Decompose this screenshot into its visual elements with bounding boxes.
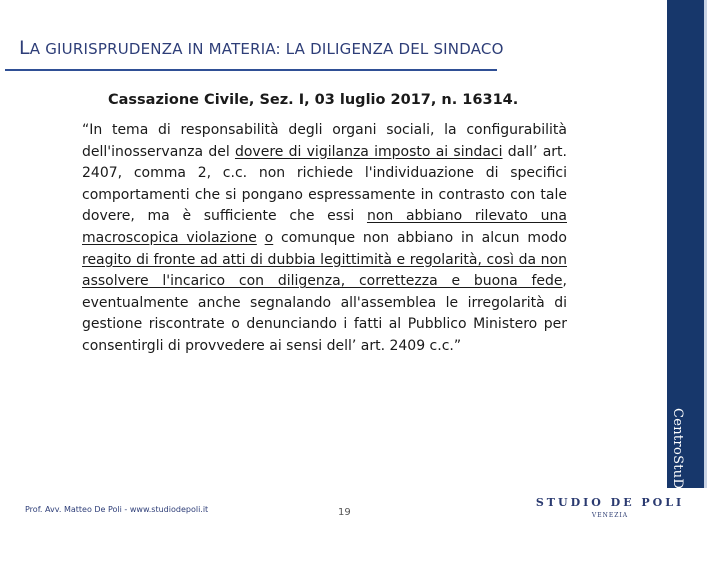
quote-text: comunque non abbiano in alcun modo: [273, 229, 567, 246]
citation-heading: Cassazione Civile, Sez. I, 03 luglio 2017, n. 16314.: [108, 92, 519, 108]
slide-title-rest: A GIURISPRUDENZA IN MATERIA: LA DILIGENZA DEL SINDACO: [29, 40, 504, 58]
studio-logo: [530, 496, 690, 524]
quote-underlined: non abbiano rilevato una macroscopica violazione: [82, 208, 567, 246]
slide-title: [19, 37, 504, 59]
title-underline: [5, 69, 497, 71]
sidebar-edge: [704, 0, 707, 488]
logo-main-text: STUDIO DE POLI: [535, 496, 685, 509]
page-number: 19: [338, 507, 351, 518]
quote-underlined: reagito di fronte ad atti di dubbia legittimità e regolarità, così da non assolvere l'incarico con diligenza, correttezza e buona fede: [82, 251, 567, 290]
quote-text: [257, 230, 265, 246]
sidebar-vertical-text: CentroStuDirittoImpresa: [670, 408, 685, 580]
quote-text: “In tema di responsabilità degli organi sociali, la configurabilità dell'inosservanza del: [82, 122, 567, 160]
quote-text: , eventualmente anche segnalando all'assemblea le irregolarità di gestione riscontrate o denunciando i fatti al Pubblico Ministero per consentirgli di provvedere ai sensi dell’ art. 2409 c.c.”: [82, 273, 567, 354]
quote-underlined: o: [264, 229, 274, 246]
quote-body: [82, 120, 567, 358]
quote-underlined: dovere di vigilanza imposto ai sindaci: [234, 143, 503, 160]
footer-author: Prof. Avv. Matteo De Poli - www.studiodepoli.it: [25, 505, 209, 514]
slide-title-first-letter: L: [19, 37, 30, 59]
quote-text: dall’ art. 2407, comma 2, c.c. non richiede l'individuazione di specifici comportamenti che si pongano espressamente in contrasto con tale dovere, ma è sufficiente che essi: [82, 143, 567, 225]
logo-sub-text: VENEZIA: [591, 512, 629, 519]
